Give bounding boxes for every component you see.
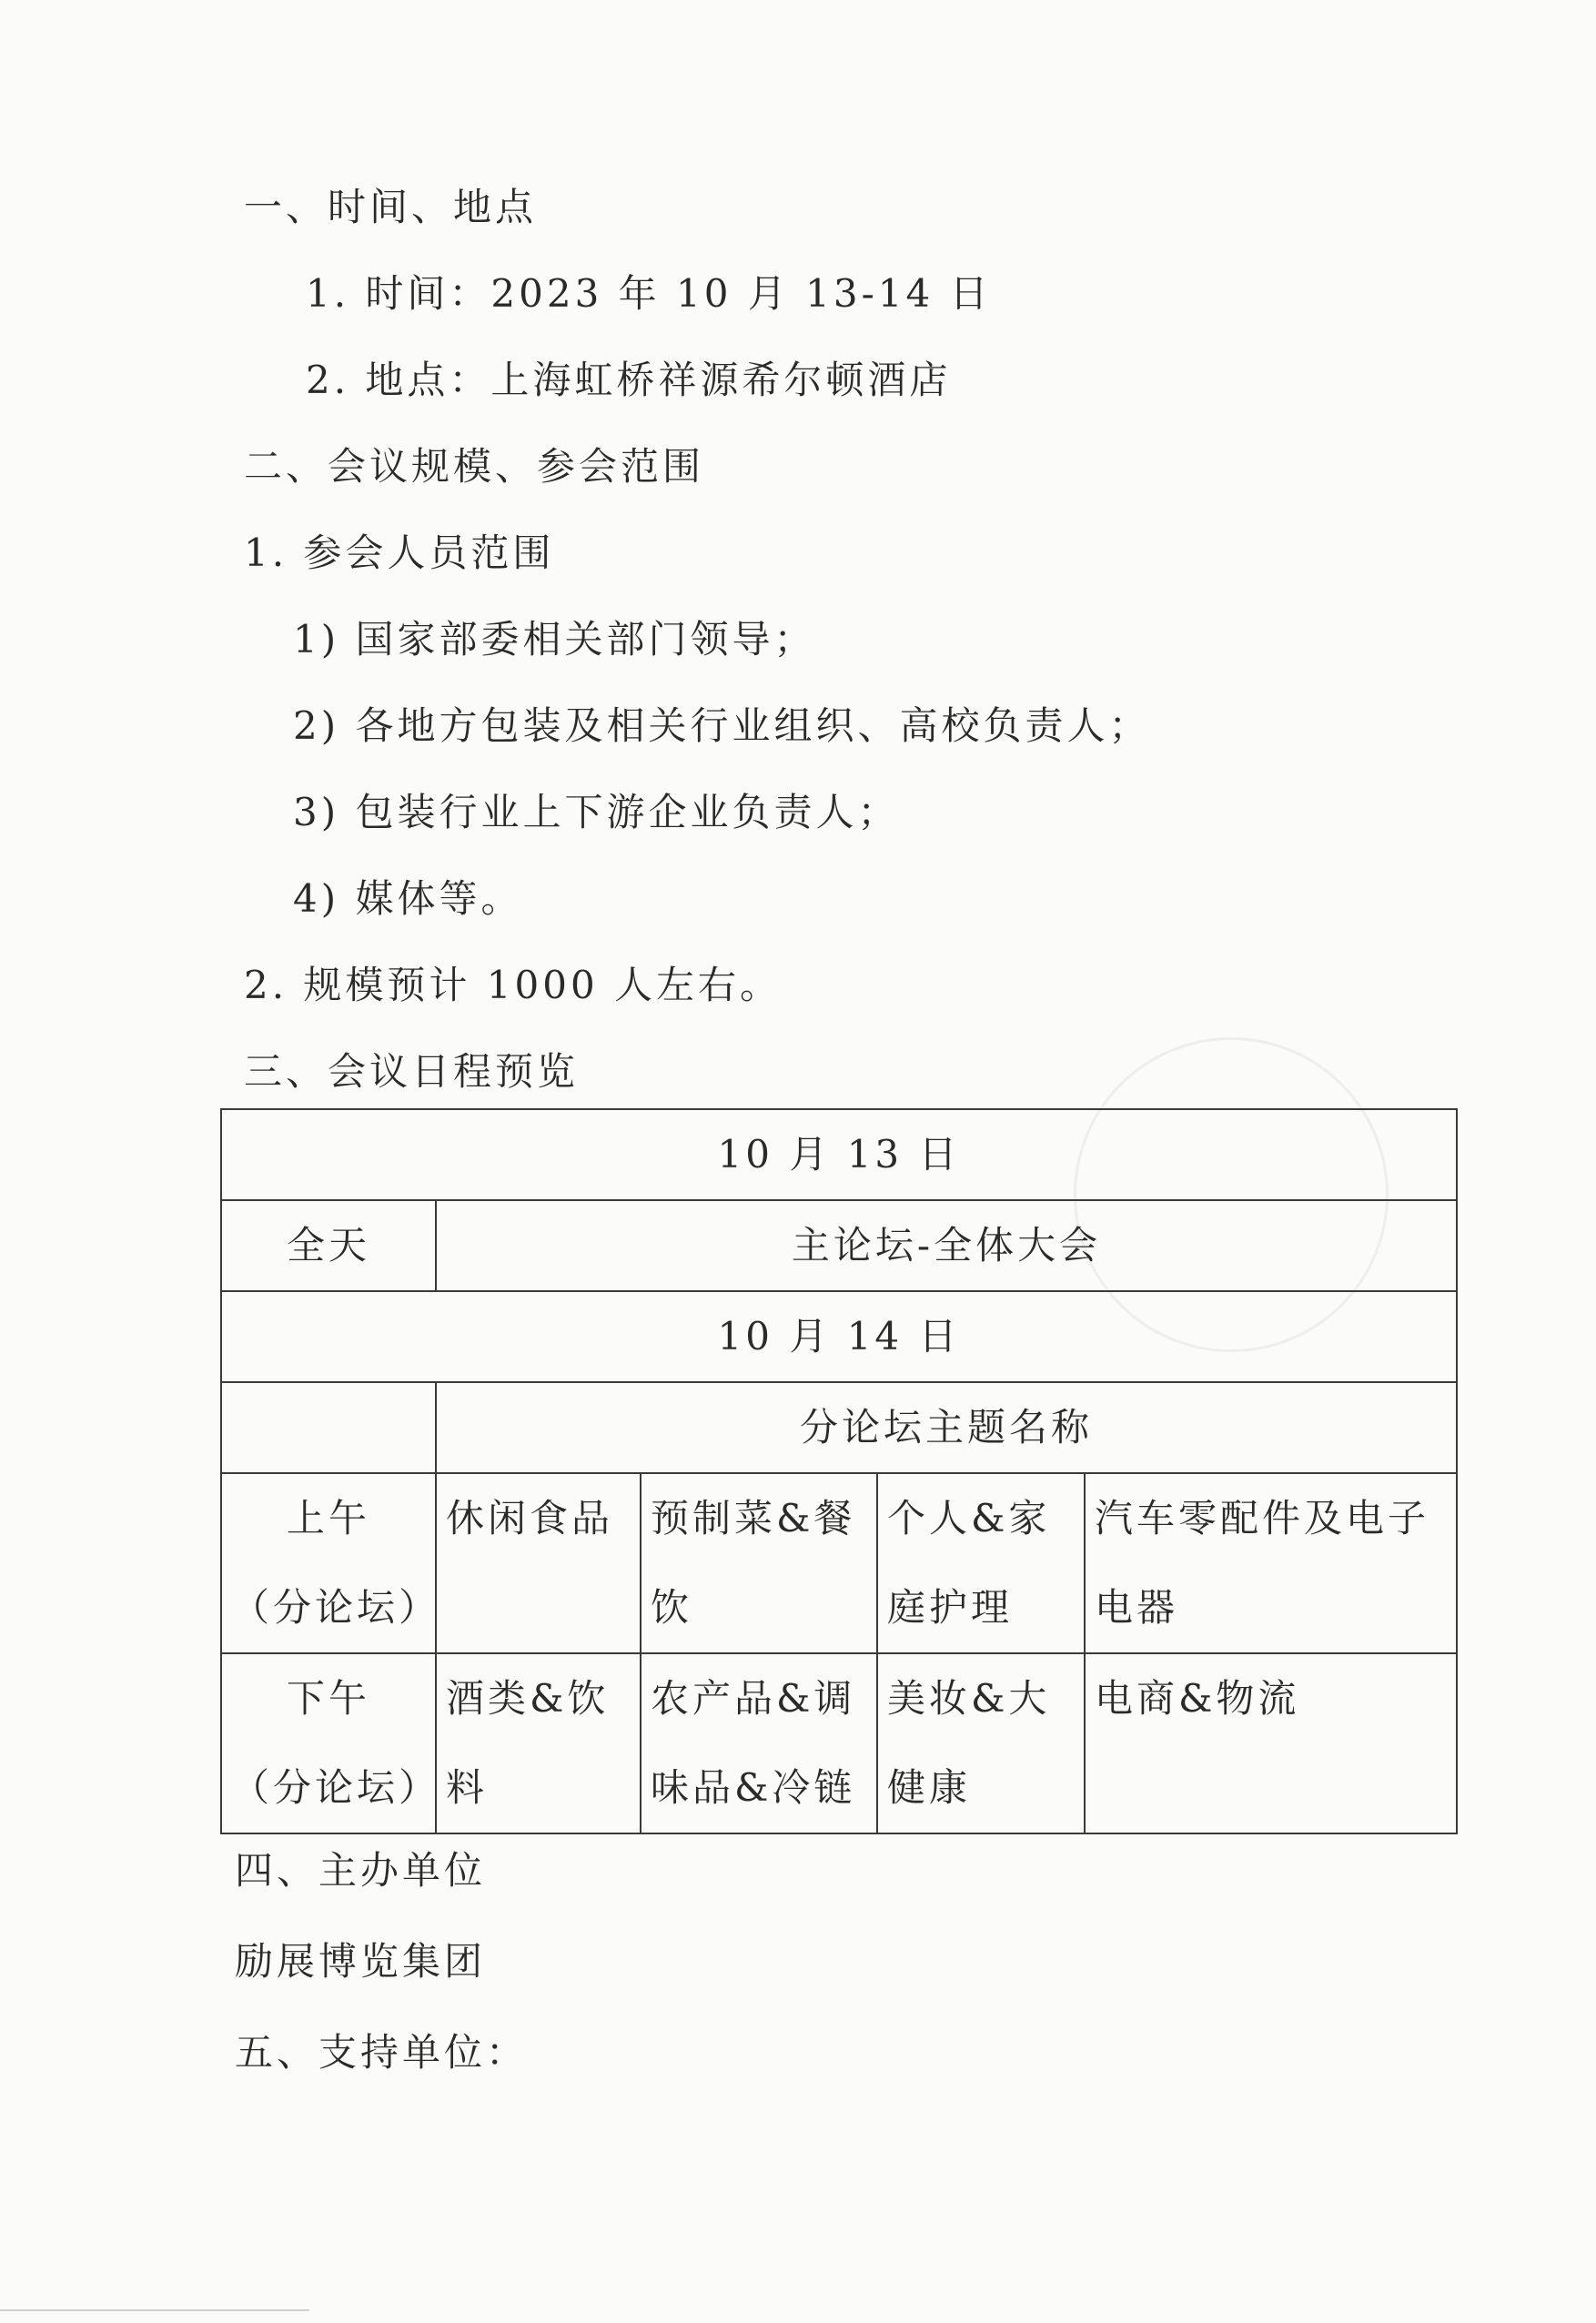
section-3-title: 三、会议日程预览 (244, 1049, 580, 1094)
table-row (221, 1291, 1457, 1382)
schedule-table (220, 1108, 1458, 1834)
section-4-title: 四、主办单位 (235, 1848, 487, 1893)
table-row (221, 1109, 1457, 1200)
day2-date-cell: 10 月 14 日 (221, 1291, 1457, 1382)
morning-forum-cell: 休闲食品 (436, 1473, 641, 1653)
morning-forum-cell: 个人&家庭护理 (877, 1473, 1085, 1653)
scale-item: 2. 规模预计 1000 人左右。 (244, 963, 783, 1007)
afternoon-forum-cell: 美妆&大健康 (877, 1653, 1085, 1833)
section-2-title: 二、会议规模、参会范围 (244, 444, 705, 489)
attendee-item-4: 4) 媒体等。 (293, 876, 523, 921)
location-item: 2. 地点：上海虹桥祥源希尔顿酒店 (306, 358, 952, 402)
day1-content-cell: 主论坛-全体大会 (436, 1200, 1457, 1291)
time-item: 1. 时间：2023 年 10 月 13-14 日 (306, 271, 992, 316)
organizer-name: 励展博览集团 (235, 1939, 487, 1984)
table-row (221, 1653, 1457, 1833)
morning-label: 上午 (286, 1496, 370, 1540)
afternoon-forum-cell: 农产品&调味品&冷链 (641, 1653, 877, 1833)
afternoon-forum-cell: 电商&物流 (1085, 1653, 1457, 1833)
afternoon-label-cell (221, 1653, 441, 1833)
afternoon-label: 下午 (286, 1676, 370, 1721)
table-row (221, 1200, 1457, 1291)
morning-sublabel: （分论坛） (231, 1585, 441, 1630)
footer-divider (0, 2309, 309, 2311)
attendee-item-2: 2) 各地方包装及相关行业组织、高校负责人； (293, 703, 1151, 748)
section-5-title: 五、支持单位： (235, 2030, 529, 2075)
attendee-item-1: 1) 国家部委相关部门领导； (293, 617, 816, 662)
table-row (221, 1473, 1457, 1653)
attendee-scope-heading: 1. 参会人员范围 (244, 530, 555, 575)
table-row (221, 1382, 1457, 1473)
section-1-title: 一、时间、地点 (244, 185, 538, 229)
afternoon-sublabel: （分论坛） (231, 1765, 441, 1810)
afternoon-forum-cell: 酒类&饮料 (436, 1653, 641, 1833)
subforum-header-cell: 分论坛主题名称 (436, 1382, 1457, 1473)
morning-forum-cell: 汽车零配件及电子电器 (1085, 1473, 1457, 1653)
day1-label-cell: 全天 (221, 1200, 436, 1291)
attendee-item-3: 3) 包装行业上下游企业负责人； (293, 790, 900, 834)
morning-label-cell (221, 1473, 441, 1653)
empty-cell (221, 1382, 436, 1473)
day1-date-cell: 10 月 13 日 (221, 1109, 1457, 1200)
morning-forum-cell: 预制菜&餐饮 (641, 1473, 877, 1653)
